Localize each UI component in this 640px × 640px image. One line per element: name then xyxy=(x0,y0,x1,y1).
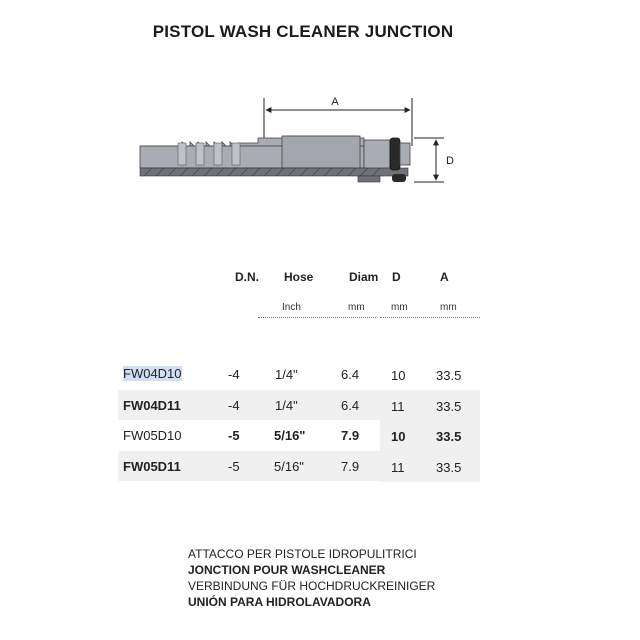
body-collar xyxy=(282,136,360,168)
row-diam: 7.9 xyxy=(341,428,360,443)
description-it: ATTACCO PER PISTOLE IDROPULITRICI xyxy=(188,547,417,561)
row-dn: -5 xyxy=(228,428,240,443)
row-hose: 1/4" xyxy=(275,398,298,413)
page-title: PISTOL WASH CLEANER JUNCTION xyxy=(152,22,454,41)
header-divider-right xyxy=(380,317,480,318)
row-code[interactable]: FW04D10 xyxy=(123,366,182,381)
unit-hose: Inch xyxy=(282,302,301,313)
unit-diam: mm xyxy=(348,302,365,313)
product-descriptions xyxy=(188,546,435,610)
dim-a-label: A xyxy=(331,96,339,108)
row-hose: 5/16" xyxy=(274,428,306,443)
row-a: 33.5 xyxy=(436,460,462,475)
row-d: 11 xyxy=(391,460,405,475)
lower-oring xyxy=(392,174,406,182)
fitting-drawing xyxy=(130,88,460,198)
header-d: D xyxy=(392,270,401,284)
header-diam: Diam xyxy=(349,270,379,284)
row-dn: -4 xyxy=(228,398,240,413)
barb-4 xyxy=(232,143,240,165)
unit-d: mm xyxy=(391,302,408,313)
row-code[interactable]: FW05D11 xyxy=(123,459,181,474)
row-d: 11 xyxy=(391,399,405,414)
barb-1 xyxy=(178,143,186,165)
description-es: UNIÓN PARA HIDROLAVADORA xyxy=(188,595,371,609)
row-hose: 5/16" xyxy=(274,459,304,474)
row-code[interactable]: FW04D11 xyxy=(123,398,181,413)
row-dn: -5 xyxy=(228,459,240,474)
row-d: 10 xyxy=(391,368,406,383)
header-dn: D.N. xyxy=(235,270,259,284)
row-a: 33.5 xyxy=(436,429,462,444)
row-d: 10 xyxy=(391,429,406,444)
dim-d-label: D xyxy=(446,155,454,167)
row-diam: 7.9 xyxy=(341,459,360,474)
row-code[interactable]: FW05D10 xyxy=(123,428,182,443)
o-ring xyxy=(390,138,400,170)
section-band xyxy=(140,168,408,176)
nose-tip xyxy=(400,143,410,165)
description-fr: JONCTION POUR WASHCLEANER xyxy=(188,563,386,577)
row-diam: 6.4 xyxy=(341,367,360,382)
nose-body xyxy=(364,140,390,168)
header-divider-left xyxy=(258,317,376,318)
row-a: 33.5 xyxy=(436,368,462,383)
row-hose: 1/4" xyxy=(275,367,298,382)
description-de: VERBINDUNG FÜR HOCHDRUCKREINIGER xyxy=(188,579,436,593)
lower-shank xyxy=(358,176,380,182)
barb-3 xyxy=(214,143,222,165)
header-a: A xyxy=(440,270,449,284)
header-hose: Hose xyxy=(284,270,314,284)
row-diam: 6.4 xyxy=(341,398,360,413)
row-dn: -4 xyxy=(228,367,240,382)
row-a: 33.5 xyxy=(436,399,462,414)
unit-a: mm xyxy=(440,302,457,313)
barb-2 xyxy=(196,143,204,165)
